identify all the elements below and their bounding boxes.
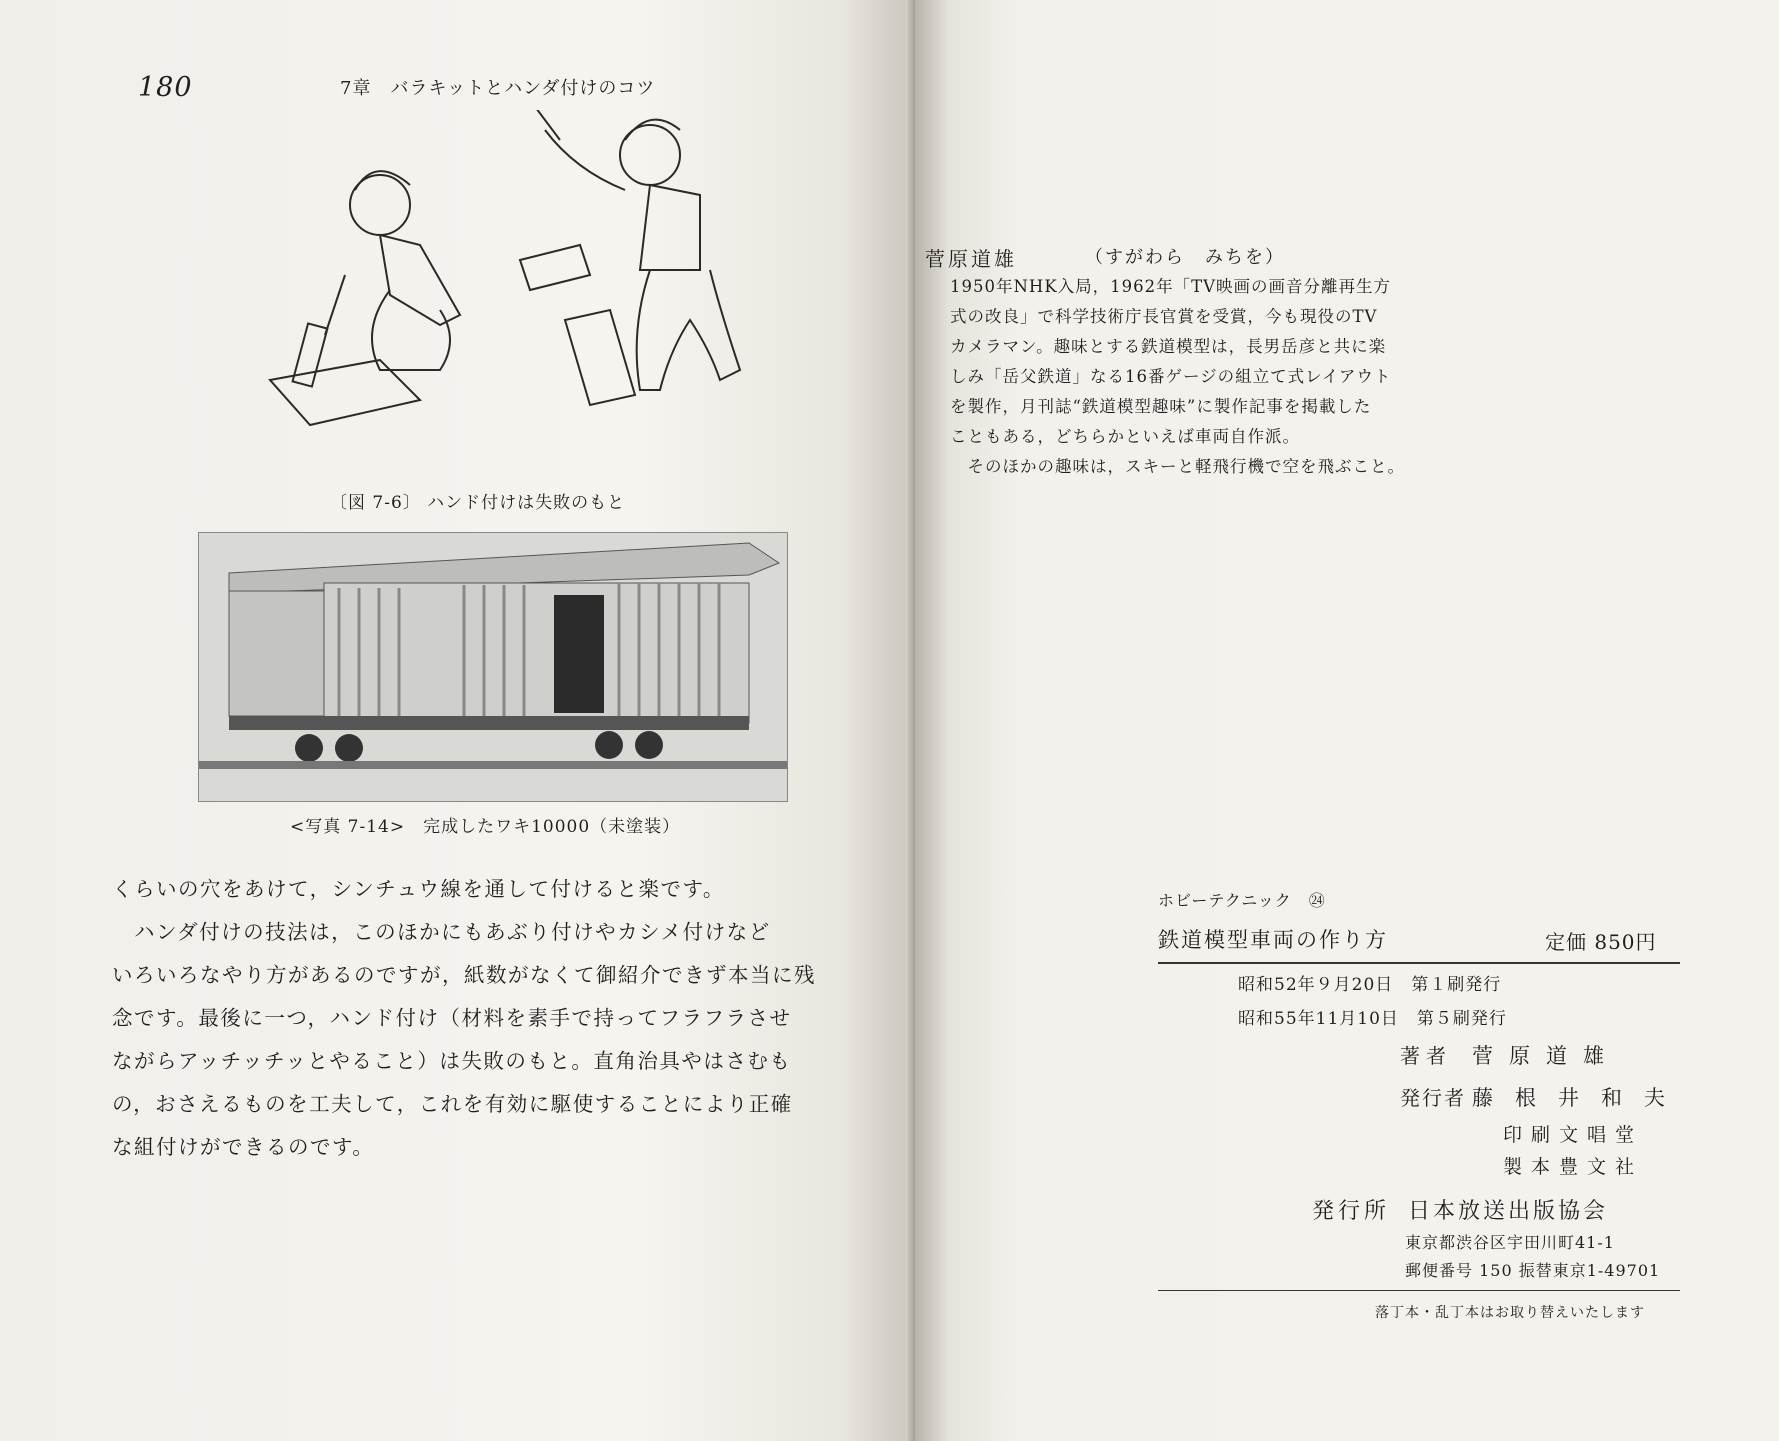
author-bio xyxy=(950,272,1440,482)
publisher-address: 東京都渋谷区宇田川町41-1 xyxy=(1405,1233,1615,1252)
body-line: ハンダ付けの技法は，このほかにもあぶり付けやカシメ付けなど xyxy=(112,920,771,944)
bio-line: を製作，月刊誌“鉄道模型趣味”に製作記事を掲載した xyxy=(950,397,1372,416)
bio-line: 式の改良」で科学技術庁長官賞を受賞，今も現役のTV xyxy=(950,307,1378,326)
fifth-print-date: 昭和55年11月10日 第５刷発行 xyxy=(1238,1009,1507,1029)
publisher-name: 日本放送出版協会 xyxy=(1408,1199,1609,1224)
first-print-date: 昭和52年９月20日 第１刷発行 xyxy=(1238,975,1502,995)
page-number: 180 xyxy=(138,72,193,103)
figure-caption: 〔図 7-6〕 ハンド付けは失敗のもと xyxy=(330,493,626,513)
body-line: くらいの穴をあけて，シンチュウ線を通して付けると楽です。 xyxy=(112,877,725,901)
series-name: ホビーテクニック ㉔ xyxy=(1158,891,1326,910)
colophon-rule-bottom xyxy=(1158,1290,1680,1291)
author-name: 菅原道雄 xyxy=(925,247,1017,271)
colophon-rule-top xyxy=(1158,962,1680,964)
author-role: 著者 xyxy=(1400,1044,1452,1068)
issuer-role: 発行者 xyxy=(1400,1086,1466,1110)
author-credit: 菅原道雄 xyxy=(1472,1044,1620,1068)
binder: 製本豊文社 xyxy=(1503,1156,1644,1178)
running-head: 7章 バラキットとハンダ付けのコツ xyxy=(340,78,656,99)
body-line: ながらアッチッチッとやること）は失敗のもと。直角治具やはさむも xyxy=(112,1049,792,1073)
body-line: 念です。最後に一つ，ハンド付け（材料を素手で持ってフラフラさせ xyxy=(112,1006,792,1030)
bio-line: しみ「岳父鉄道」なる16番ゲージの組立て式レイアウト xyxy=(950,367,1392,386)
bio-line: こともある，どちらかといえば車両自作派。 xyxy=(950,427,1300,446)
bio-line: そのほかの趣味は，スキーと軽飛行機で空を飛ぶこと。 xyxy=(950,457,1405,476)
boxcar-image xyxy=(199,533,787,801)
boxcar-photo xyxy=(198,532,788,802)
postal-info: 郵便番号 150 振替東京1-49701 xyxy=(1405,1261,1661,1280)
body-text xyxy=(112,868,882,1169)
replacement-notice: 落丁本・乱丁本はお取り替えいたします xyxy=(1375,1305,1645,1321)
soldering-illustration xyxy=(230,110,810,455)
printer: 印刷文唱堂 xyxy=(1503,1124,1644,1146)
body-line: いろいろなやり方があるのですが，紙数がなくて御紹介できず本当に残 xyxy=(112,963,816,987)
book-title: 鉄道模型車両の作り方 xyxy=(1158,928,1388,952)
publisher-role: 発行所 xyxy=(1312,1199,1391,1224)
body-line: な組付けができるのです。 xyxy=(112,1135,375,1159)
author-reading: （すがわら みちを） xyxy=(1085,247,1285,268)
photo-caption: <写真 7-14> 完成したワキ10000（未塗装） xyxy=(290,817,681,837)
issuer-credit: 藤根井和夫 xyxy=(1472,1086,1687,1110)
bio-line: カメラマン。趣味とする鉄道模型は，長男岳彦と共に楽 xyxy=(950,337,1387,356)
body-line: の，おさえるものを工夫して，これを有効に駆使することにより正確 xyxy=(112,1092,793,1116)
bio-line: 1950年NHK入局，1962年「TV映画の画音分離再生方 xyxy=(950,277,1392,296)
price: 定価 850円 xyxy=(1545,930,1657,954)
